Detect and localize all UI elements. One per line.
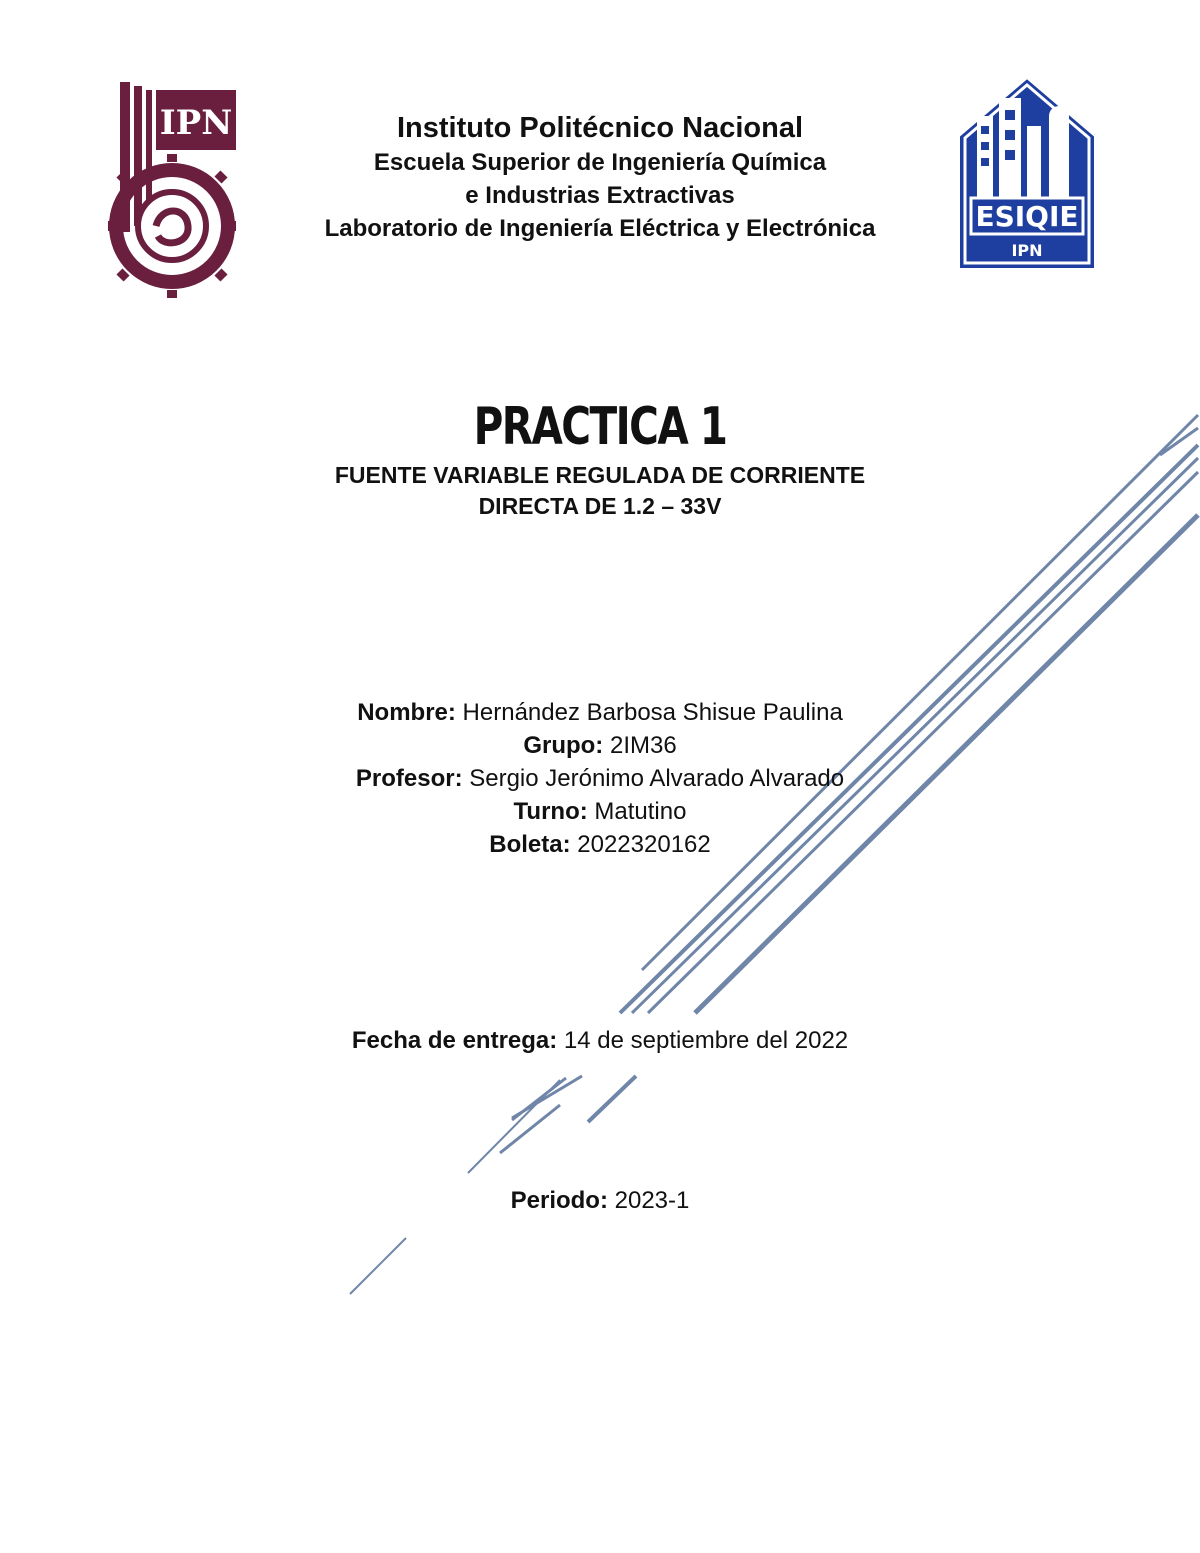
esiqie-logo	[957, 76, 1097, 271]
fecha-label: Fecha de entrega:	[351, 1027, 558, 1054]
ipn-logo	[106, 76, 238, 298]
fecha-value: 14 de septiembre del 2022	[557, 1027, 849, 1054]
grupo-value: 2IM36	[603, 732, 677, 759]
ipn-logo-text: IPN	[159, 103, 233, 143]
lab-name: Laboratorio de Ingeniería Eléctrica y Electrónica	[324, 215, 876, 242]
document-header	[240, 110, 960, 245]
grupo-label: Grupo:	[523, 732, 604, 759]
turno-label: Turno:	[513, 798, 588, 825]
info-profesor	[250, 762, 950, 795]
periodo-label: Periodo:	[510, 1187, 608, 1214]
nombre-label: Nombre:	[357, 699, 456, 726]
period	[250, 1184, 950, 1217]
school-name-line1: Escuela Superior de Ingeniería Química	[373, 149, 827, 176]
profesor-value: Sergio Jerónimo Alvarado Alvarado	[462, 765, 845, 792]
school-name-line2: e Industrias Extractivas	[465, 182, 735, 209]
practice-title: PRACTICA 1	[473, 397, 727, 457]
boleta-label: Boleta:	[489, 831, 571, 858]
esiqie-logo-text: ESIQIE	[975, 200, 1079, 233]
practice-subtitle	[250, 460, 950, 522]
info-grupo	[250, 729, 950, 762]
delivery-date	[200, 1024, 1000, 1057]
turno-value: Matutino	[587, 798, 687, 825]
institute-name: Instituto Politécnico Nacional	[396, 112, 804, 144]
periodo-value: 2023-1	[607, 1187, 690, 1214]
info-boleta	[250, 828, 950, 861]
subtitle-line2: DIRECTA DE 1.2 – 33V	[478, 493, 722, 519]
nombre-value: Hernández Barbosa Shisue Paulina	[455, 699, 843, 726]
student-info	[250, 696, 950, 861]
subtitle-line1: FUENTE VARIABLE REGULADA DE CORRIENTE	[334, 462, 866, 488]
profesor-label: Profesor:	[355, 765, 463, 792]
info-turno	[250, 795, 950, 828]
esiqie-logo-subtext: IPN	[1011, 241, 1043, 260]
info-nombre	[250, 696, 950, 729]
boleta-value: 2022320162	[570, 831, 711, 858]
